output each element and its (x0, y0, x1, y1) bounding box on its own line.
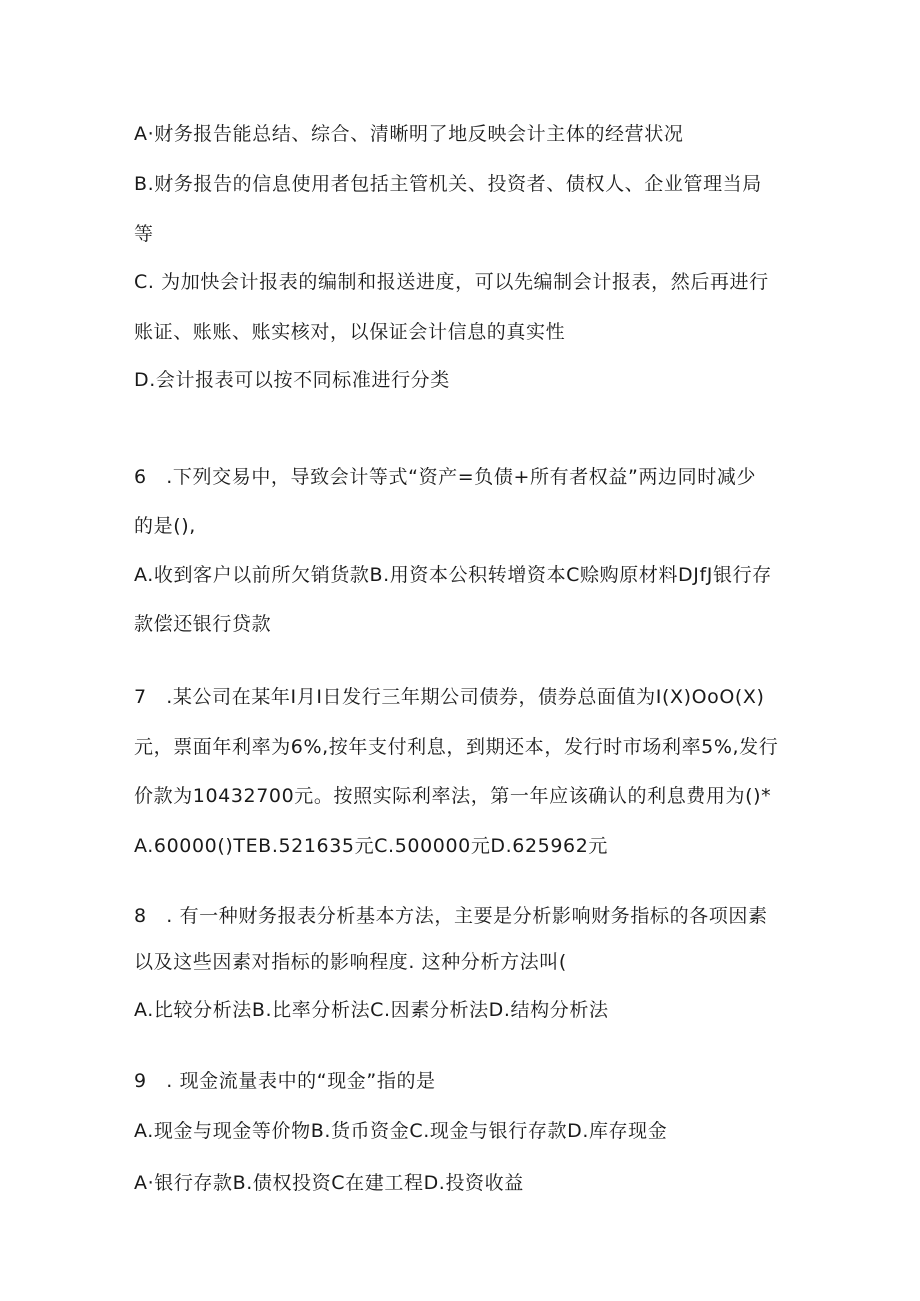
option-5d: D.会计报表可以按不同标准进行分类 (134, 369, 450, 391)
question-6-options: A.收到客户以前所欠销货款B.用资本公积转增资本C赊购原材料DJfJ银行存 (134, 564, 772, 586)
question-6-cont: 的是(), (134, 515, 196, 537)
question-7-options: A.60000()TEB.521635元C.500000元D.625962元 (134, 835, 609, 857)
question-10-options: A·银行存款B.债权投资C在建工程D.投资收益 (134, 1172, 524, 1194)
option-5a: A·财务报告能总结、综合、清晰明了地反映会计主体的经营状况 (134, 123, 684, 145)
option-5c: C. 为加快会计报表的编制和报送进度，可以先编制会计报表，然后再进行 (134, 271, 769, 293)
question-6-options-cont: 款偿还银行贷款 (134, 613, 272, 635)
question-8-cont: 以及这些因素对指标的影响程度. 这种分析方法叫( (134, 951, 567, 973)
question-8-options: A.比较分析法B.比率分析法C.因素分析法D.结构分析法 (134, 999, 609, 1021)
question-7: 7 .某公司在某年I月I日发行三年期公司债券，债券总面值为I(X)OoO(X) (134, 686, 765, 708)
option-5c-cont: 账证、账账、账实核对，以保证会计信息的真实性 (134, 321, 566, 343)
option-5b-cont: 等 (134, 223, 154, 245)
option-5b: B.财务报告的信息使用者包括主管机关、投资者、债权人、企业管理当局 (134, 173, 762, 195)
question-9-options: A.现金与现金等价物B.货币资金C.现金与银行存款D.库存现金 (134, 1120, 668, 1142)
question-6: 6 .下列交易中，导致会计等式“资产=负债+所有者权益”两边同时减少 (134, 466, 757, 488)
question-9: 9 . 现金流量表中的“现金”指的是 (134, 1070, 436, 1092)
question-7-cont-1: 元，票面年利率为6%,按年支付利息，到期还本，发行时市场利率5%,发行 (134, 736, 779, 758)
question-8: 8 . 有一种财务报表分析基本方法，主要是分析影响财务指标的各项因素 (134, 905, 768, 927)
question-7-cont-2: 价款为10432700元。按照实际利率法，第一年应该确认的利息费用为()* (134, 785, 772, 807)
